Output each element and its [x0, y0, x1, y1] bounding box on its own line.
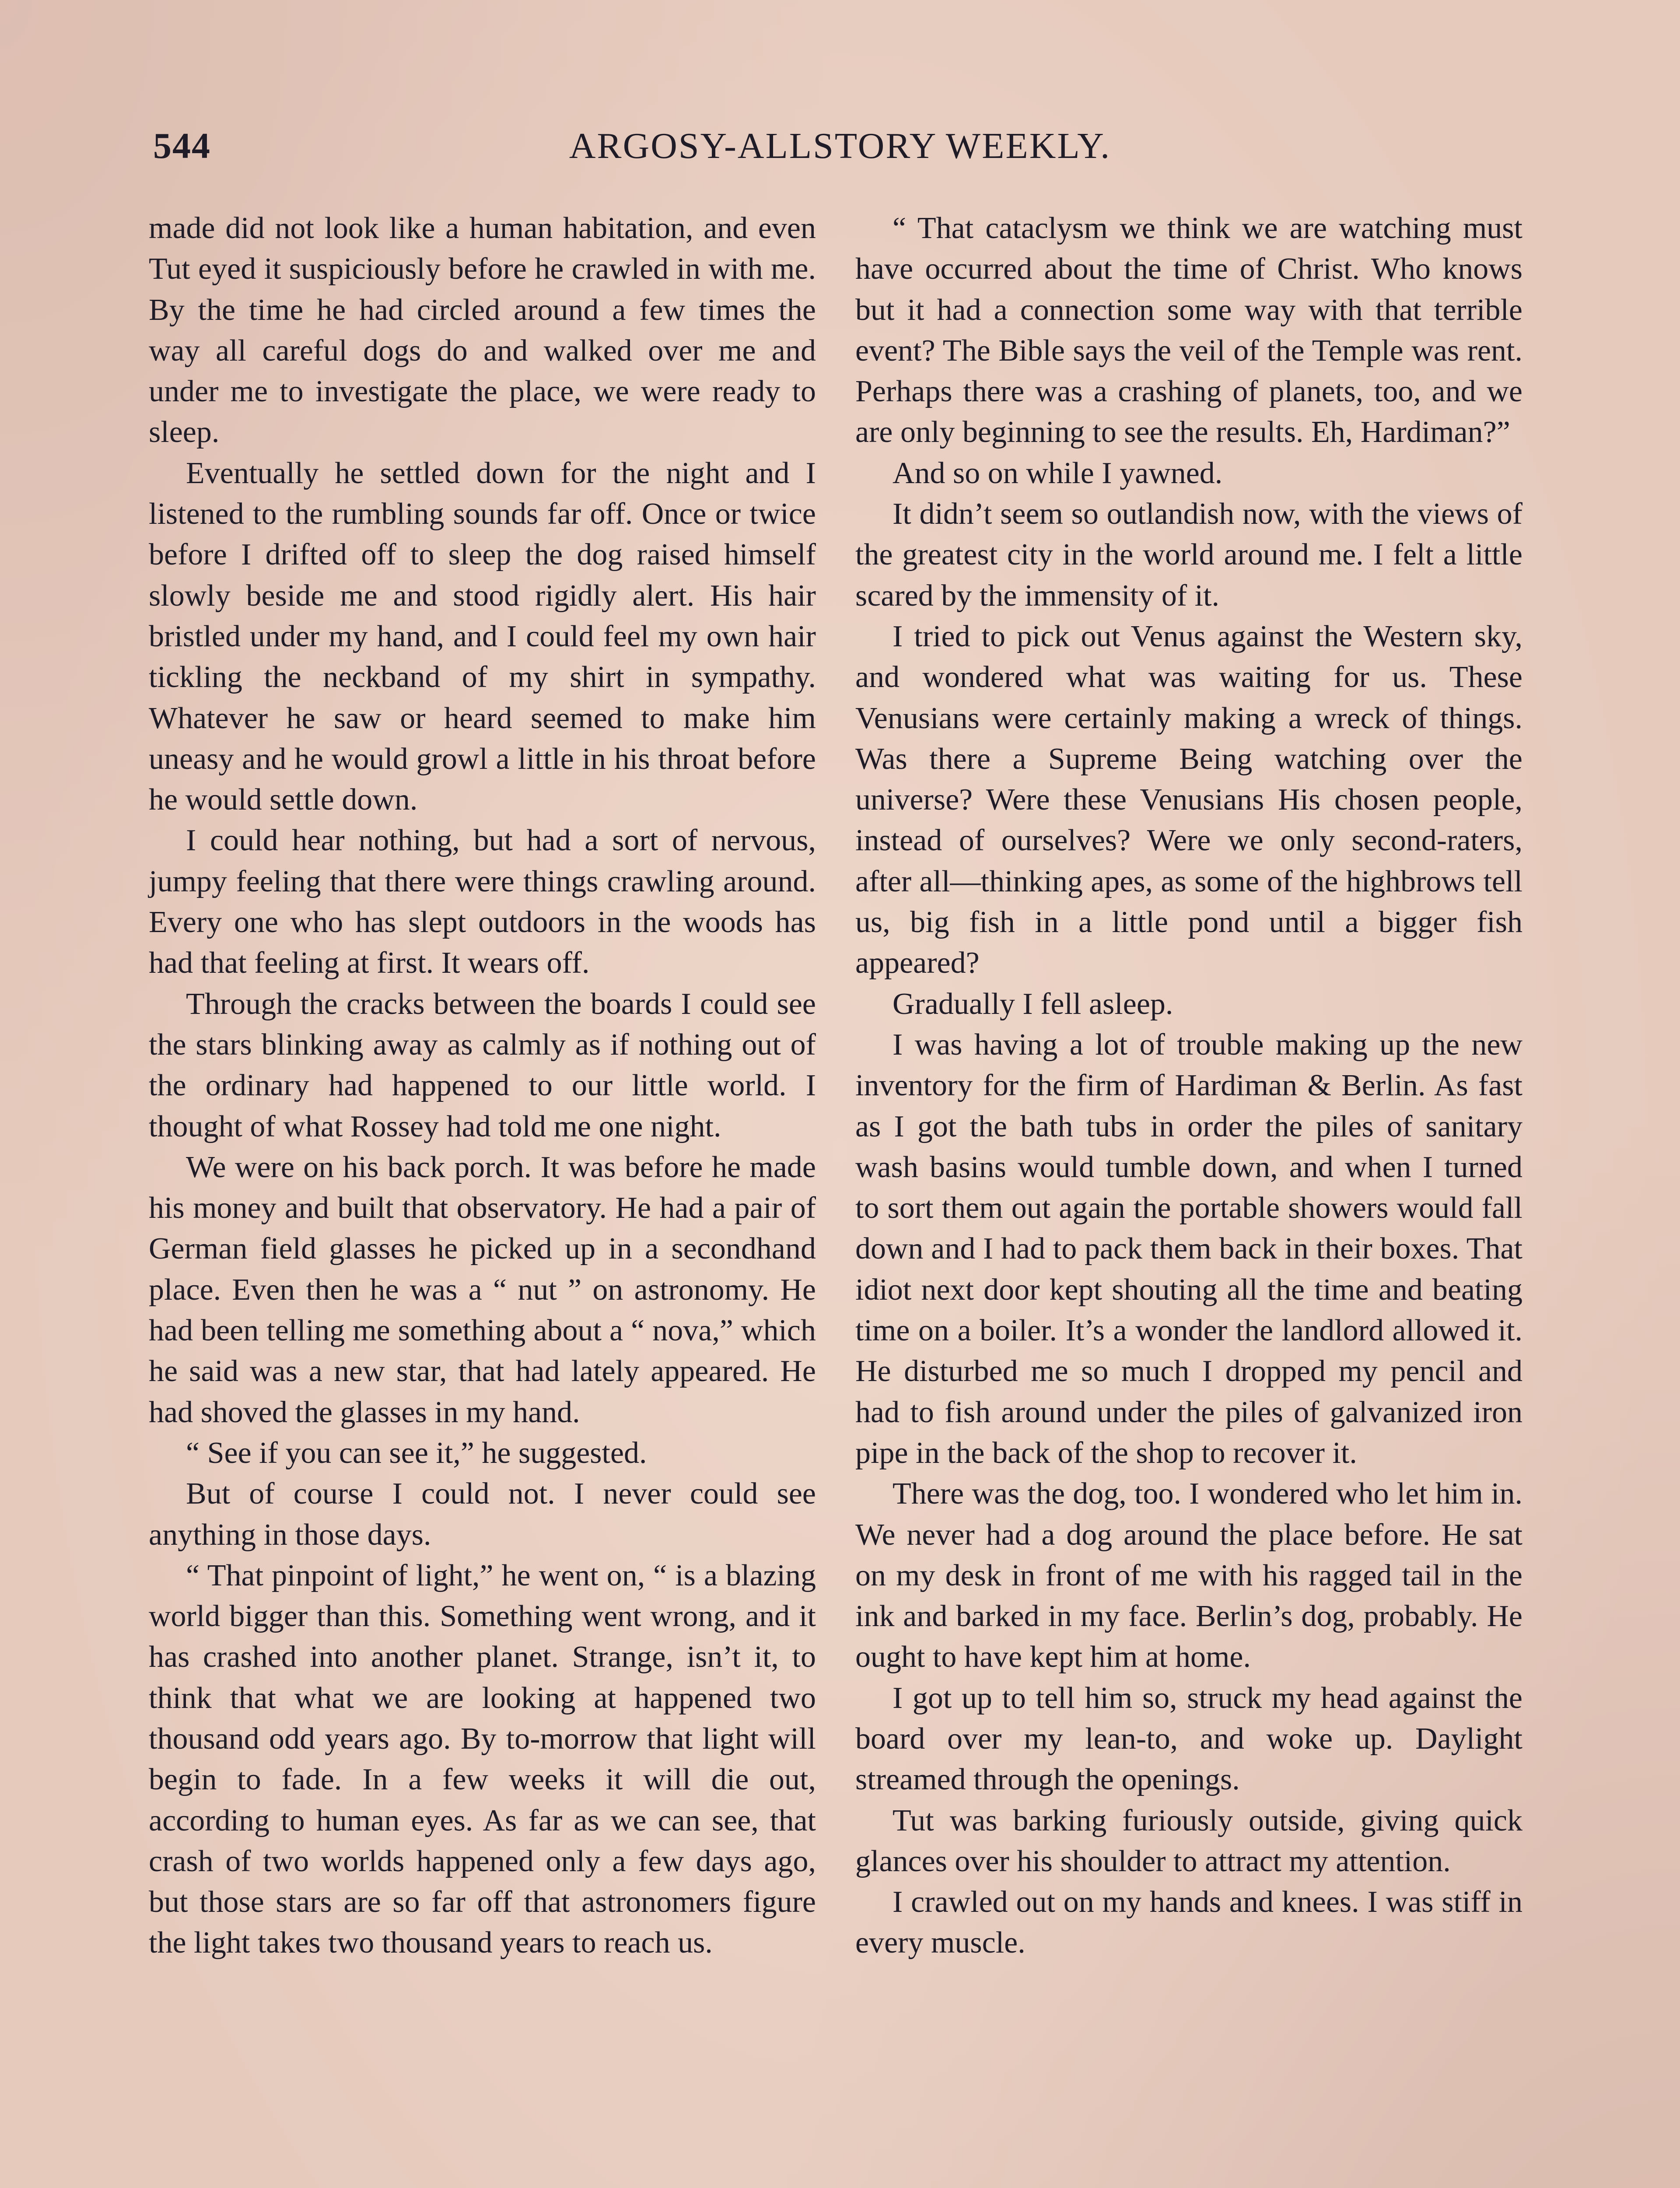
- paragraph: I crawled out on my hands and knees. I was stiff in every muscle.: [855, 1885, 1522, 1960]
- right-column: [855, 208, 1522, 1964]
- paragraph: “ That cataclysm we think we are watching must have occurred about the time of Christ. Who knows but it had a connection some way with that terrible event? The Bible says the veil of the Temple was rent. Perhaps there was a crashing of planets, too, and we are only beginning to see the results. Eh, Hardiman?”: [855, 211, 1522, 449]
- paragraph: “ See if you can see it,” he suggested.: [186, 1436, 647, 1470]
- paragraph: And so on while I yawned.: [892, 456, 1223, 490]
- running-head: ARGOSY-ALLSTORY WEEKLY.: [569, 126, 1111, 166]
- paragraph: Tut was barking furiously outside, giving quick glances over his shoulder to attract my attention.: [855, 1803, 1522, 1878]
- paragraph: We were on his back porch. It was before he made his money and built that observatory. He had a pair of German field glasses he picked up in a secondhand place. Even then he was a “ nut ” on astronomy. He had been telling me something about a “ nova,” which he said was a new star, that had lately appeared. He had shoved the glasses in my hand.: [149, 1150, 816, 1429]
- paragraph: There was the dog, too. I wondered who let him in. We never had a dog around the place before. He sat on my desk in front of me with his ragged tail in the ink and barked in my face. Berlin’s dog, probably. He ought to have kept him at home.: [855, 1477, 1522, 1674]
- left-column: [149, 208, 816, 1964]
- paragraph: I got up to tell him so, struck my head against the board over my lean-to, and woke up. Daylight streamed through the openings.: [855, 1681, 1522, 1797]
- page-number: 544: [153, 126, 211, 166]
- paragraph: It didn’t seem so outlandish now, with the views of the greatest city in the world around me. I felt a little scared by the immensity of it.: [855, 497, 1522, 613]
- paragraph: made did not look like a human habitation, and even Tut eyed it suspiciously before he crawled in with me. By the time he had circled around a few times the way all careful dogs do and walked over me and under me to investigate the place, we were ready to sleep.: [149, 211, 816, 449]
- paragraph: Through the cracks between the boards I could see the stars blinking away as calmly as if nothing out of the ordinary had happened to our little world. I thought of what Rossey had told me one night.: [149, 987, 816, 1143]
- paragraph: Gradually I fell asleep.: [892, 987, 1173, 1021]
- paragraph: “ That pinpoint of light,” he went on, “ is a blazing world bigger than this. Something went wrong, and it has crashed into another planet. Strange, isn’t it, to think that what we are looking at happened two thousand odd years ago. By to-morrow that light will begin to fade. In a few weeks it will die out, according to human eyes. As far as we can see, that crash of two worlds happened only a few days ago, but those stars are so far off that astronomers figure the light takes two thousand years to reach us.: [149, 1558, 816, 1960]
- paragraph: I was having a lot of trouble making up the new inventory for the firm of Hardiman & Berlin. As fast as I got the bath tubs in order the piles of sanitary wash basins would tumble down, and when I turned to sort them out again the portable showers would fall down and I had to pack them back in their boxes. That idiot next door kept shouting all the time and beating time on a boiler. It’s a wonder the landlord allowed it. He disturbed me so much I dropped my pencil and had to fish around under the piles of galvanized iron pipe in the back of the shop to recover it.: [855, 1027, 1522, 1470]
- paragraph: I tried to pick out Venus against the Western sky, and wondered what was waiting for us. These Venusians were certainly making a wreck of things. Was there a Supreme Being watching over the universe? Were these Venusians His chosen people, instead of ourselves? Were we only second-raters, after all—thinking apes, as some of the highbrows tell us, big fish in a little pond until a bigger fish appeared?: [855, 619, 1522, 980]
- paragraph: But of course I could not. I never could see anything in those days.: [149, 1477, 816, 1552]
- paragraph: Eventually he settled down for the night and I listened to the rumbling sounds far off. Once or twice before I drifted off to sleep the dog raised himself slowly beside me and stood rigidly alert. His hair bristled under my hand, and I could feel my own hair tickling the neckband of my shirt in sympathy. Whatever he saw or heard seemed to make him uneasy and he would growl a little in his throat before he would settle down.: [149, 456, 816, 817]
- paragraph: I could hear nothing, but had a sort of nervous, jumpy feeling that there were things crawling around. Every one who has slept outdoors in the woods has had that feeling at first. It wears off.: [149, 824, 816, 980]
